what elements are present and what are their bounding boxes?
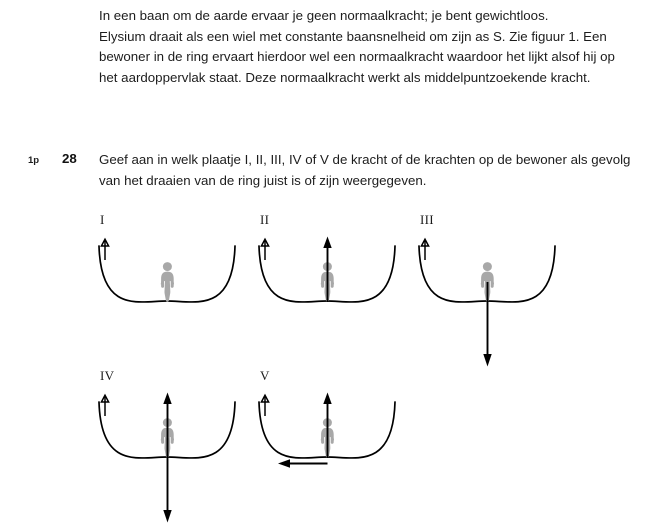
figure-panel-v (252, 368, 427, 526)
intro-paragraph-2: Elysium draait als een wiel met constante baansnelheid om zijn as S. Zie figuur 1. Een bewoner in de ring ervaart hierdoor wel een normaalkracht waardoor het lijkt alsof hij op het aardoppervlak staat. Deze normaalkracht werkt als middelpuntzoekende kracht. (99, 28, 615, 85)
figure-panel-ii (252, 212, 427, 382)
question-points: 1p (28, 155, 40, 166)
panel-label-iv: IV (100, 368, 115, 383)
force-arrow-down (483, 282, 491, 367)
intro-paragraph-1: In een baan om de aarde ervaar je geen normaalkracht; je bent gewichtloos. (99, 8, 549, 23)
panel-label-ii: II (260, 212, 270, 227)
figure-panel-i (92, 212, 270, 382)
rotation-arrow-icon (421, 239, 428, 260)
rotation-arrow-icon (261, 395, 268, 416)
figure-panel-iii (412, 212, 587, 382)
force-arrow-down (163, 438, 171, 523)
figure-panel-iv (92, 368, 267, 526)
panel-label-iii: III (420, 212, 434, 227)
panel-label-i: I (100, 212, 105, 227)
rotation-arrow-icon (101, 395, 108, 416)
rotation-arrow-icon (101, 239, 108, 260)
intro-text (99, 6, 619, 88)
rotation-arrow-icon (261, 239, 268, 260)
panel-label-v: V (260, 368, 270, 383)
question-number: 28 (62, 151, 77, 166)
force-arrow-left (278, 459, 328, 467)
question-text: Geef aan in welk plaatje I, II, III, IV of V de kracht of de krachten op de bewoner als gevolg van het draaien van de ring juist is of zijn weergegeven. (99, 152, 631, 188)
person-figure (161, 262, 174, 302)
